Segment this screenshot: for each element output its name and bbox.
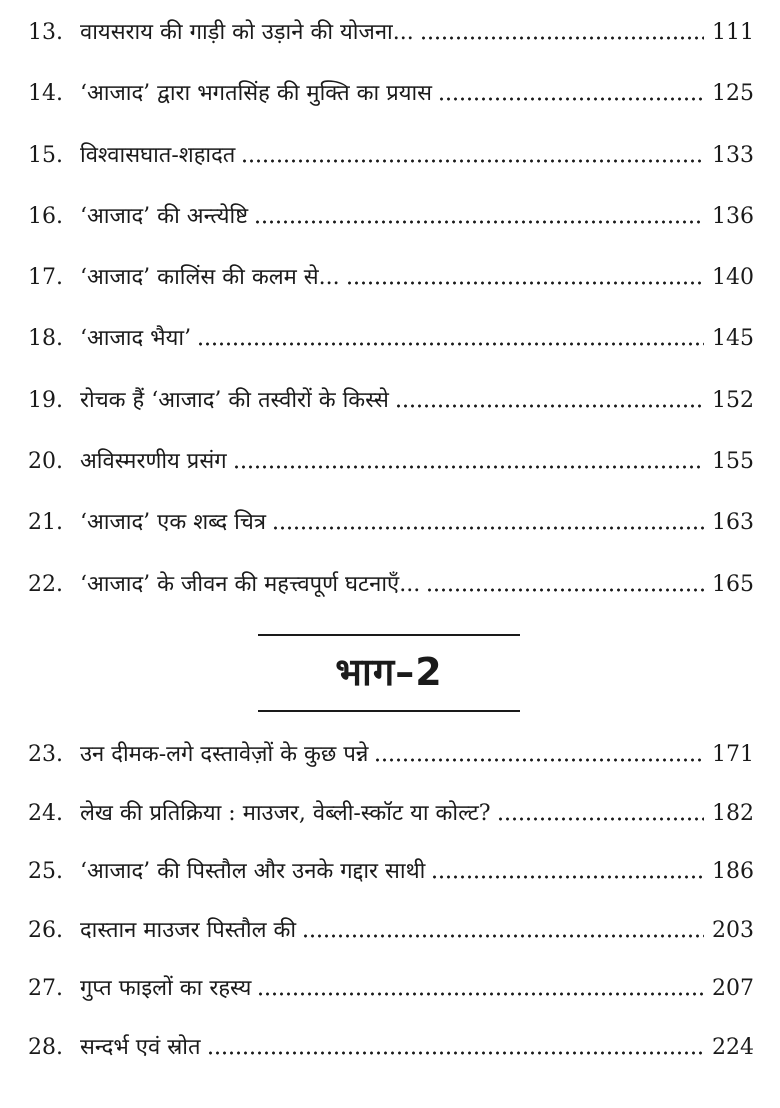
- dot-leader: [272, 509, 704, 531]
- toc-entry-page-number: 111: [712, 20, 754, 45]
- toc-entry-title: ‘आजाद’ एक शब्द चित्र: [80, 510, 266, 536]
- toc-entry-title: विश्वासघात-शहादत: [80, 142, 236, 168]
- toc-entry: [28, 261, 754, 322]
- toc-entry-page-number: 140: [712, 265, 754, 291]
- dot-leader: [374, 741, 704, 763]
- dot-leader: [302, 917, 704, 939]
- toc-entry-number: 28.: [28, 1034, 63, 1060]
- toc-entry: [28, 445, 754, 506]
- toc-entry-number: 16.: [28, 203, 63, 229]
- toc-entry-number: 13.: [28, 20, 63, 45]
- toc-entry-page-number: 182: [712, 800, 754, 826]
- toc-entry: [28, 738, 754, 797]
- toc-entry: [28, 77, 754, 138]
- toc-entry-number: 23.: [28, 742, 63, 767]
- toc-entry-title: ‘आजाद’ की पिस्तौल और उनके गद्दार साथी: [80, 859, 426, 885]
- dot-leader: [426, 571, 704, 593]
- dot-leader: [197, 325, 704, 347]
- section-heading: भाग–2: [335, 650, 443, 694]
- section-header: [258, 634, 520, 714]
- toc-list-part-2: [28, 738, 754, 1090]
- toc-entry: [28, 972, 754, 1031]
- toc-entry: [28, 568, 754, 629]
- dot-leader: [207, 1034, 704, 1056]
- toc-list-part-1: [28, 16, 754, 629]
- dot-leader: [420, 19, 704, 41]
- toc-entry-title: रोचक हैं ‘आजाद’ की तस्वीरों के किस्से: [80, 387, 389, 413]
- toc-entry-number: 19.: [28, 387, 63, 413]
- toc-entry: [28, 16, 754, 77]
- toc-entry-title: वायसराय की गाड़ी को उड़ाने की योजना...: [80, 20, 414, 45]
- toc-entry-page-number: 207: [712, 976, 754, 1002]
- toc-entry: [28, 200, 754, 261]
- dot-leader: [346, 264, 704, 286]
- toc-entry-number: 25.: [28, 859, 63, 885]
- toc-entry-number: 17.: [28, 265, 63, 291]
- toc-entry-title: दास्तान माउजर पिस्तौल की: [80, 917, 297, 943]
- toc-entry: [28, 855, 754, 914]
- toc-entry-page-number: 203: [712, 917, 754, 943]
- toc-entry-number: 26.: [28, 917, 63, 943]
- toc-entry: [28, 139, 754, 200]
- toc-entry-page-number: 136: [712, 203, 754, 229]
- toc-entry-title: ‘आजाद भैया’: [80, 326, 192, 352]
- toc-entry-title: ‘आजाद’ द्वारा भगतसिंह की मुक्ति का प्रयास: [80, 81, 433, 107]
- toc-entry-number: 27.: [28, 976, 63, 1002]
- toc-entry-page-number: 133: [712, 142, 754, 168]
- toc-entry-page-number: 152: [712, 387, 754, 413]
- toc-entry-page-number: 171: [712, 742, 754, 767]
- toc-entry-number: 18.: [28, 326, 63, 352]
- toc-entry-page-number: 145: [712, 326, 754, 352]
- toc-entry-page-number: 163: [712, 510, 754, 536]
- toc-entry-title: अविस्मरणीय प्रसंग: [80, 449, 227, 475]
- toc-entry-title: गुप्त फाइलों का रहस्य: [80, 976, 252, 1002]
- toc-entry: [28, 384, 754, 445]
- toc-entry: [28, 1031, 754, 1090]
- toc-entry: [28, 322, 754, 383]
- toc-entry-title: उन दीमक-लगे दस्तावेज़ों के कुछ पन्ने: [80, 742, 369, 767]
- toc-entry-number: 14.: [28, 81, 63, 107]
- toc-entry-number: 20.: [28, 449, 63, 475]
- toc-entry-title: ‘आजाद’ के जीवन की महत्त्वपूर्ण घटनाएँ...: [80, 571, 421, 597]
- dot-leader: [257, 975, 704, 997]
- toc-entry: [28, 914, 754, 973]
- section-rule-bottom: [258, 710, 520, 712]
- toc-entry-title: ‘आजाद’ की अन्त्येष्टि: [80, 203, 249, 229]
- toc-entry-number: 24.: [28, 800, 63, 826]
- dot-leader: [395, 387, 704, 409]
- toc-entry-number: 21.: [28, 510, 63, 536]
- toc-entry-page-number: 224: [712, 1034, 754, 1060]
- toc-entry-number: 22.: [28, 571, 63, 597]
- dot-leader: [438, 80, 704, 102]
- toc-entry-number: 15.: [28, 142, 63, 168]
- toc-entry-page-number: 125: [712, 81, 754, 107]
- toc-entry-page-number: 165: [712, 571, 754, 597]
- toc-entry-title: सन्दर्भ एवं स्रोत: [80, 1034, 201, 1060]
- toc-entry-title: ‘आजाद’ कालिंस की कलम से...: [80, 265, 340, 291]
- toc-entry-page-number: 155: [712, 449, 754, 475]
- toc-entry: [28, 797, 754, 856]
- dot-leader: [233, 448, 704, 470]
- section-rule-top: [258, 634, 520, 636]
- toc-entry: [28, 506, 754, 567]
- dot-leader: [497, 800, 704, 822]
- toc-entry-page-number: 186: [712, 859, 754, 885]
- dot-leader: [431, 858, 704, 880]
- toc-entry-title: लेख की प्रतिक्रिया : माउजर, वेब्ली-स्कॉट या कोल्ट?: [80, 800, 491, 826]
- dot-leader: [254, 203, 704, 225]
- dot-leader: [241, 142, 704, 164]
